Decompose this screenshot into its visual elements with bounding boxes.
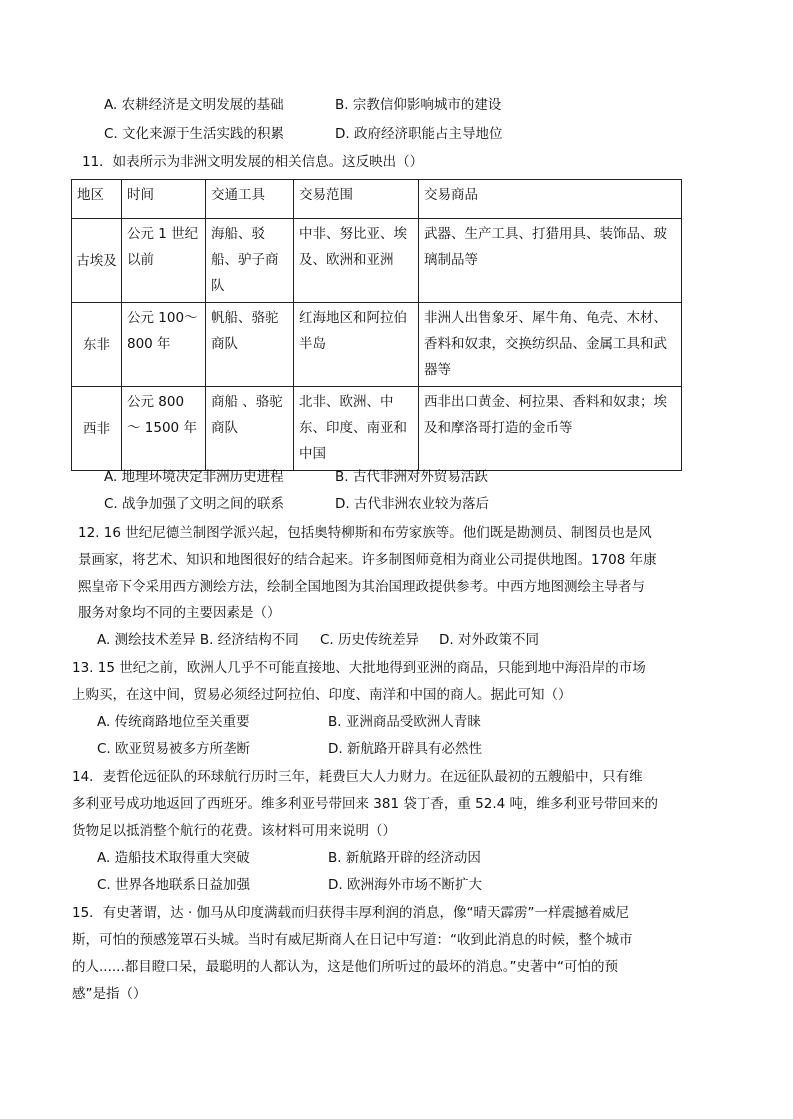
table-cell-region: 西非 <box>72 387 122 471</box>
q11-option-c: C. 战争加强了文明之间的联系 <box>104 496 285 512</box>
q15-stem-line: 感”是指（） <box>72 986 147 1002</box>
q12-stem-line: 12. 16 世纪尼德兰制图学派兴起，包括奥特柳斯和布劳家族等。他们既是勘测员、制图员也是风 <box>78 525 652 541</box>
table-cell: 帆船、骆驼商队 <box>206 303 294 387</box>
q14-stem-line: 货物足以抵消整个航行的花费。该材料可用来说明（） <box>72 823 396 839</box>
q13-option-d: D. 新航路开辟具有必然性 <box>328 741 482 757</box>
q14-option-c: C. 世界各地联系日益加强 <box>97 877 251 893</box>
table-cell: 非洲人出售象牙、犀牛角、龟壳、木材、香料和奴隶，交换纺织品、金属工具和武器等 <box>419 303 682 387</box>
q10-option-c: C. 文化来源于生活实践的积累 <box>104 126 285 142</box>
table-cell: 中非、努比亚、埃及、欧洲和亚洲 <box>294 219 419 303</box>
q13-option-a: A. 传统商路地位至关重要 <box>97 714 250 730</box>
q13-stem-line: 13. 15 世纪之前，欧洲人几乎不可能直接地、大批地得到亚洲的商品，只能到地中海沿岸的市场 <box>72 660 646 676</box>
table-cell: 海船、驳船、驴子商队 <box>206 219 294 303</box>
q13-option-c: C. 欧亚贸易被多方所垄断 <box>97 741 251 757</box>
q15-stem-line: 的人......都目瞪口呆，最聪明的人都认为，这是他们所听过的最坏的消息。”史著中“可怕的预 <box>72 959 618 975</box>
table-header-cell: 地区 <box>72 180 122 219</box>
table-cell-region: 古埃及 <box>72 219 122 303</box>
africa-civilization-table <box>71 179 682 471</box>
table-cell-region: 东非 <box>72 303 122 387</box>
q12-stem-line: 景画家，将艺术、知识和地图很好的结合起来。许多制图师竟相为商业公司提供地图。1708 年康 <box>78 552 657 568</box>
q12-stem-line: 熙皇帝下令采用西方测绘方法，绘制全国地图为其治国理政提供参考。中西方地图测绘主导者与 <box>78 579 645 595</box>
q11-option-d: D. 古代非洲农业较为落后 <box>335 496 489 512</box>
q14-option-a: A. 造船技术取得重大突破 <box>97 850 250 866</box>
q15-stem-line: 斯，可怕的预感笼罩石头城。当时有威尼斯商人在日记中写道：“收到此消息的时候，整个城市 <box>72 932 633 948</box>
table-cell: 红海地区和阿拉伯半岛 <box>294 303 419 387</box>
table-cell: 商船 、骆驼商队 <box>206 387 294 471</box>
table-header-cell: 时间 <box>122 180 206 219</box>
table-row <box>72 219 682 303</box>
table-cell: 武器、生产工具、打猎用具、装饰品、玻璃制品等 <box>419 219 682 303</box>
q10-option-b: B. 宗教信仰影响城市的建设 <box>335 97 502 113</box>
q13-option-b: B. 亚洲商品受欧洲人青睐 <box>328 714 481 730</box>
q10-option-d: D. 政府经济职能占主导地位 <box>335 126 503 142</box>
q13-stem-line: 上购买，在这中间，贸易必须经过阿拉伯、印度、南洋和中国的商人。据此可知（） <box>72 687 572 703</box>
table-header-cell: 交通工具 <box>206 180 294 219</box>
q12-option-ab: A. 测绘技术差异 B. 经济结构不同 <box>97 632 299 648</box>
q12-option-c: C. 历史传统差异 <box>320 632 420 648</box>
table-header-cell: 交易范围 <box>294 180 419 219</box>
q10-option-a: A. 农耕经济是文明发展的基础 <box>104 97 284 113</box>
q12-option-d: D. 对外政策不同 <box>439 632 539 648</box>
q11-option-a: A. 地理环境决定非洲历史进程 <box>104 469 284 485</box>
q14-option-b: B. 新航路开辟的经济动因 <box>328 850 481 866</box>
table-row <box>72 387 682 471</box>
table-cell: 公元 1 世纪以前 <box>122 219 206 303</box>
q14-stem-line: 多利亚号成功地返回了西班牙。维多利亚号带回来 381 袋丁香，重 52.4 吨，维多利亚号带回来的 <box>72 796 658 812</box>
table-cell: 公元 100～800 年 <box>122 303 206 387</box>
table-cell: 西非出口黄金、柯拉果、香料和奴隶；埃及和摩洛哥打造的金币等 <box>419 387 682 471</box>
table-header-cell: 交易商品 <box>419 180 682 219</box>
q11-stem: 11．如表所示为非洲文明发展的相关信息。这反映出（） <box>82 154 424 170</box>
q11-option-b: B. 古代非洲对外贸易活跃 <box>335 469 488 485</box>
table-cell: 北非、欧洲、中东、印度、南亚和中国 <box>294 387 419 471</box>
q15-stem-line: 15．有史著谓，达 · 伽马从印度满载而归获得丰厚利润的消息，像“晴天霹雳”一样震撼着威尼 <box>72 905 630 921</box>
q14-option-d: D. 欧洲海外市场不断扩大 <box>328 877 482 893</box>
table-row <box>72 303 682 387</box>
table-cell: 公元 800 ～ 1500 年 <box>122 387 206 471</box>
table-header-row <box>72 180 682 219</box>
q14-stem-line: 14．麦哲伦远征队的环球航行历时三年，耗费巨大人力财力。在远征队最初的五艘船中，只有维 <box>72 769 643 785</box>
q12-stem-line: 服务对象均不同的主要因素是（） <box>78 605 281 621</box>
